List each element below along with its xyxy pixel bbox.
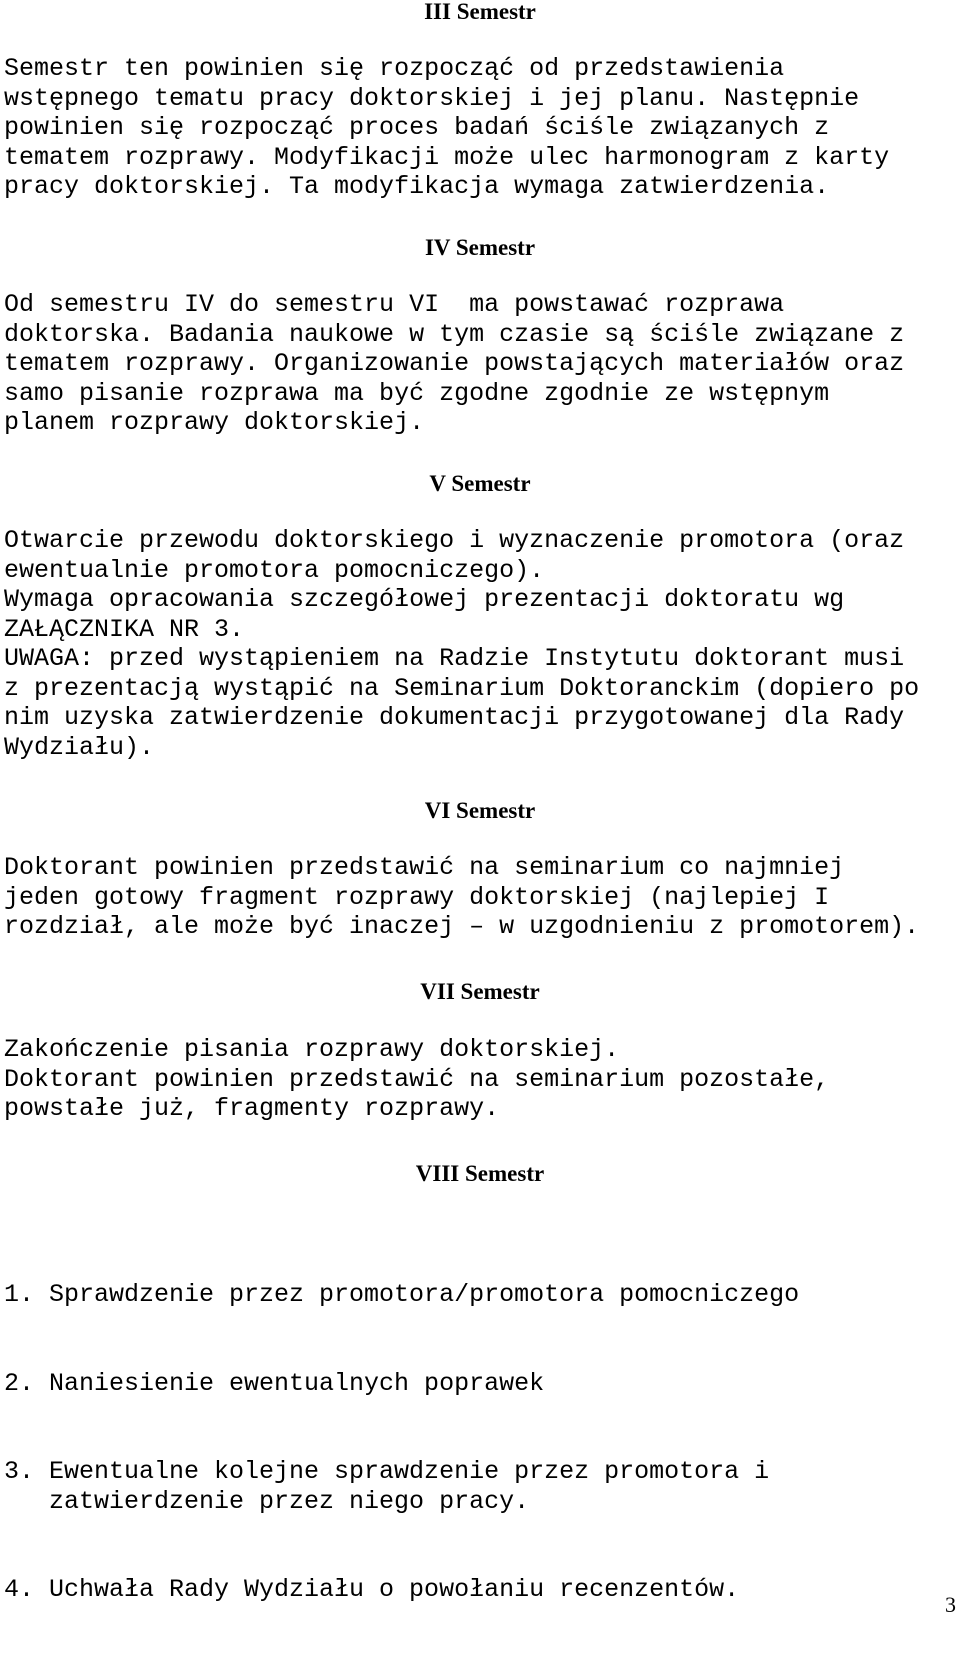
list-item <box>4 1457 954 1516</box>
body-line: Doktorant powinien przedstawić na seminarium pozostałe, <box>4 1064 830 1094</box>
body-line: tematem rozprawy. Organizowanie powstających materiałów oraz <box>4 349 905 378</box>
section-heading-iv: IV Semestr <box>424 235 536 260</box>
section-heading-v: V Semestr <box>429 471 531 496</box>
section-heading-iii: III Semestr <box>424 0 536 24</box>
section-body-iii <box>4 54 954 202</box>
list-number: 2. <box>4 1368 35 1398</box>
body-line: Zakończenie pisania rozprawy doktorskiej. <box>4 1035 620 1064</box>
body-line: samo pisanie rozprawa ma być zgodne zgodnie ze wstępnym <box>4 378 830 408</box>
body-line: Wydziału). <box>4 732 155 762</box>
list-item-text: Ewentualne kolejne sprawdzenie przez promotora i <box>49 1457 770 1486</box>
list-item <box>4 1280 954 1310</box>
body-line: powstałe już, fragmenty rozprawy. <box>4 1094 500 1123</box>
list-item-continuation: zatwierdzenie przez niego pracy. <box>49 1486 530 1516</box>
body-line: planem rozprawy doktorskiej. <box>4 408 425 437</box>
body-line: nim uzyska zatwierdzenie dokumentacji przygotowanej dla Rady <box>4 703 905 732</box>
body-line: UWAGA: przed wystąpieniem na Radzie Instytutu doktorant musi <box>4 644 905 673</box>
list-item-text: Sprawdzenie przez promotora/promotora pomocniczego <box>49 1280 800 1309</box>
page-number: 3 <box>945 1592 956 1617</box>
list-item <box>4 1369 954 1399</box>
body-line: Doktorant powinien przedstawić na seminarium co najmniej <box>4 853 845 882</box>
body-line: rozdział, ale może być inaczej – w uzgodnieniu z promotorem). <box>4 912 920 941</box>
list-item-text: Naniesienie ewentualnych poprawek <box>49 1368 545 1398</box>
body-line: ewentualnie promotora pomocniczego). <box>4 555 545 585</box>
section-body-v <box>4 526 954 762</box>
numbered-list <box>4 1221 954 1664</box>
body-line: wstępnego tematu pracy doktorskiej i jej planu. Następnie <box>4 83 860 113</box>
section-body-vi <box>4 853 954 942</box>
body-line: pracy doktorskiej. Ta modyfikacja wymaga zatwierdzenia. <box>4 172 830 201</box>
section-body-vii <box>4 1035 954 1124</box>
section-body-iv <box>4 290 954 438</box>
body-line: jeden gotowy fragment rozprawy doktorskiej (najlepiej I <box>4 882 830 912</box>
body-line: Otwarcie przewodu doktorskiego i wyznaczenie promotora (oraz <box>4 526 905 555</box>
section-heading-viii: VIII Semestr <box>415 1161 545 1186</box>
section-heading-vi: VI Semestr <box>424 798 536 823</box>
list-number: 1. <box>4 1280 35 1309</box>
body-line: z prezentacją wystąpić na Seminarium Doktoranckim (dopiero po <box>4 673 920 703</box>
body-line: tematem rozprawy. Modyfikacji może ulec harmonogram z karty <box>4 142 890 172</box>
section-heading-vii: VII Semestr <box>420 979 540 1004</box>
body-line: ZAŁĄCZNIKA NR 3. <box>4 614 245 644</box>
body-line: doktorska. Badania naukowe w tym czasie są ściśle związane z <box>4 319 905 349</box>
body-line: powinien się rozpocząć proces badań ściśle związanych z <box>4 113 830 142</box>
list-item-text: Uchwała Rady Wydziału o powołaniu recenzentów. <box>49 1575 740 1604</box>
body-line: Semestr ten powinien się rozpocząć od przedstawienia <box>4 54 785 83</box>
list-number: 3. <box>4 1457 35 1486</box>
list-item <box>4 1575 954 1605</box>
body-line: Od semestru IV do semestru VI ma powstawać rozprawa <box>4 290 785 319</box>
body-line: Wymaga opracowania szczegółowej prezentacji doktoratu wg <box>4 585 845 614</box>
list-number: 4. <box>4 1575 35 1604</box>
